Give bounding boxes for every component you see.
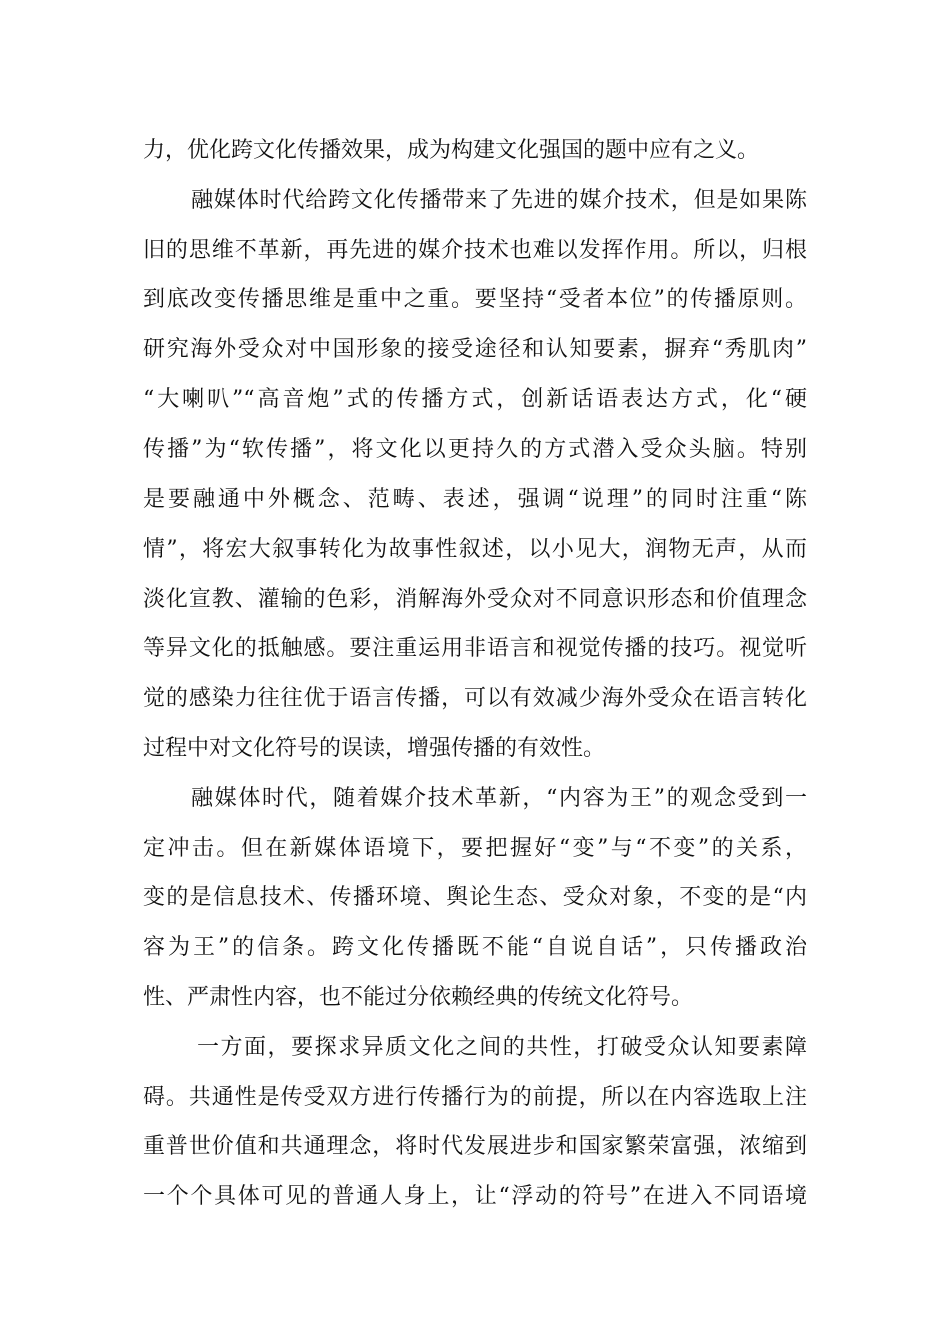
text-line: “大喇叭”“高音炮”式的传播方式，创新话语表达方式，化“硬 bbox=[143, 387, 807, 412]
text-line: 到底改变传播思维是重中之重。要坚持“受者本位”的传播原则。 bbox=[143, 287, 807, 312]
text-line: 等异文化的抵触感。要注重运用非语言和视觉传播的技巧。视觉听 bbox=[143, 636, 807, 661]
text-line: 碍。共通性是传受双方进行传播行为的前提，所以在内容选取上注 bbox=[143, 1085, 807, 1110]
text-line: 情”，将宏大叙事转化为故事性叙述，以小见大，润物无声，从而 bbox=[143, 537, 807, 562]
text-line: 过程中对文化符号的误读，增强传播的有效性。 bbox=[143, 736, 606, 761]
paragraph-first-line: 一方面，要探求异质文化之间的共性，打破受众认知要素障 bbox=[197, 1035, 807, 1060]
text-line: 容为王”的信条。跨文化传播既不能“自说自话”，只传播政治 bbox=[143, 935, 807, 960]
text-line: 变的是信息技术、传播环境、舆论生态、受众对象，不变的是“内 bbox=[143, 885, 807, 910]
paragraph-first-line: 融媒体时代，随着媒介技术革新，“内容为王”的观念受到一 bbox=[191, 786, 807, 811]
text-line: 重普世价值和共通理念，将时代发展进步和国家繁荣富强，浓缩到 bbox=[143, 1134, 807, 1159]
text-line: 旧的思维不革新，再先进的媒介技术也难以发挥作用。所以，归根 bbox=[143, 238, 807, 263]
text-line: 研究海外受众对中国形象的接受途径和认知要素，摒弃“秀肌肉” bbox=[143, 337, 807, 362]
text-line: 觉的感染力往往优于语言传播，可以有效减少海外受众在语言转化 bbox=[143, 686, 807, 711]
paragraph-first-line: 融媒体时代给跨文化传播带来了先进的媒介技术，但是如果陈 bbox=[191, 188, 807, 213]
text-line: 定冲击。但在新媒体语境下，要把握好“变”与“不变”的关系， bbox=[143, 836, 807, 861]
text-line: 性、严肃性内容，也不能过分依赖经典的传统文化符号。 bbox=[143, 985, 694, 1010]
text-line: 淡化宣教、灌输的色彩，消解海外受众对不同意识形态和价值理念 bbox=[143, 587, 807, 612]
text-line: 传播”为“软传播”，将文化以更持久的方式潜入受众头脑。特别 bbox=[143, 437, 807, 462]
text-line: 一个个具体可见的普通人身上，让“浮动的符号”在进入不同语境 bbox=[143, 1184, 807, 1209]
text-line: 是要融通中外概念、范畴、表述，强调“说理”的同时注重“陈 bbox=[143, 487, 807, 512]
text-line: 力，优化跨文化传播效果，成为构建文化强国的题中应有之义。 bbox=[143, 138, 760, 163]
